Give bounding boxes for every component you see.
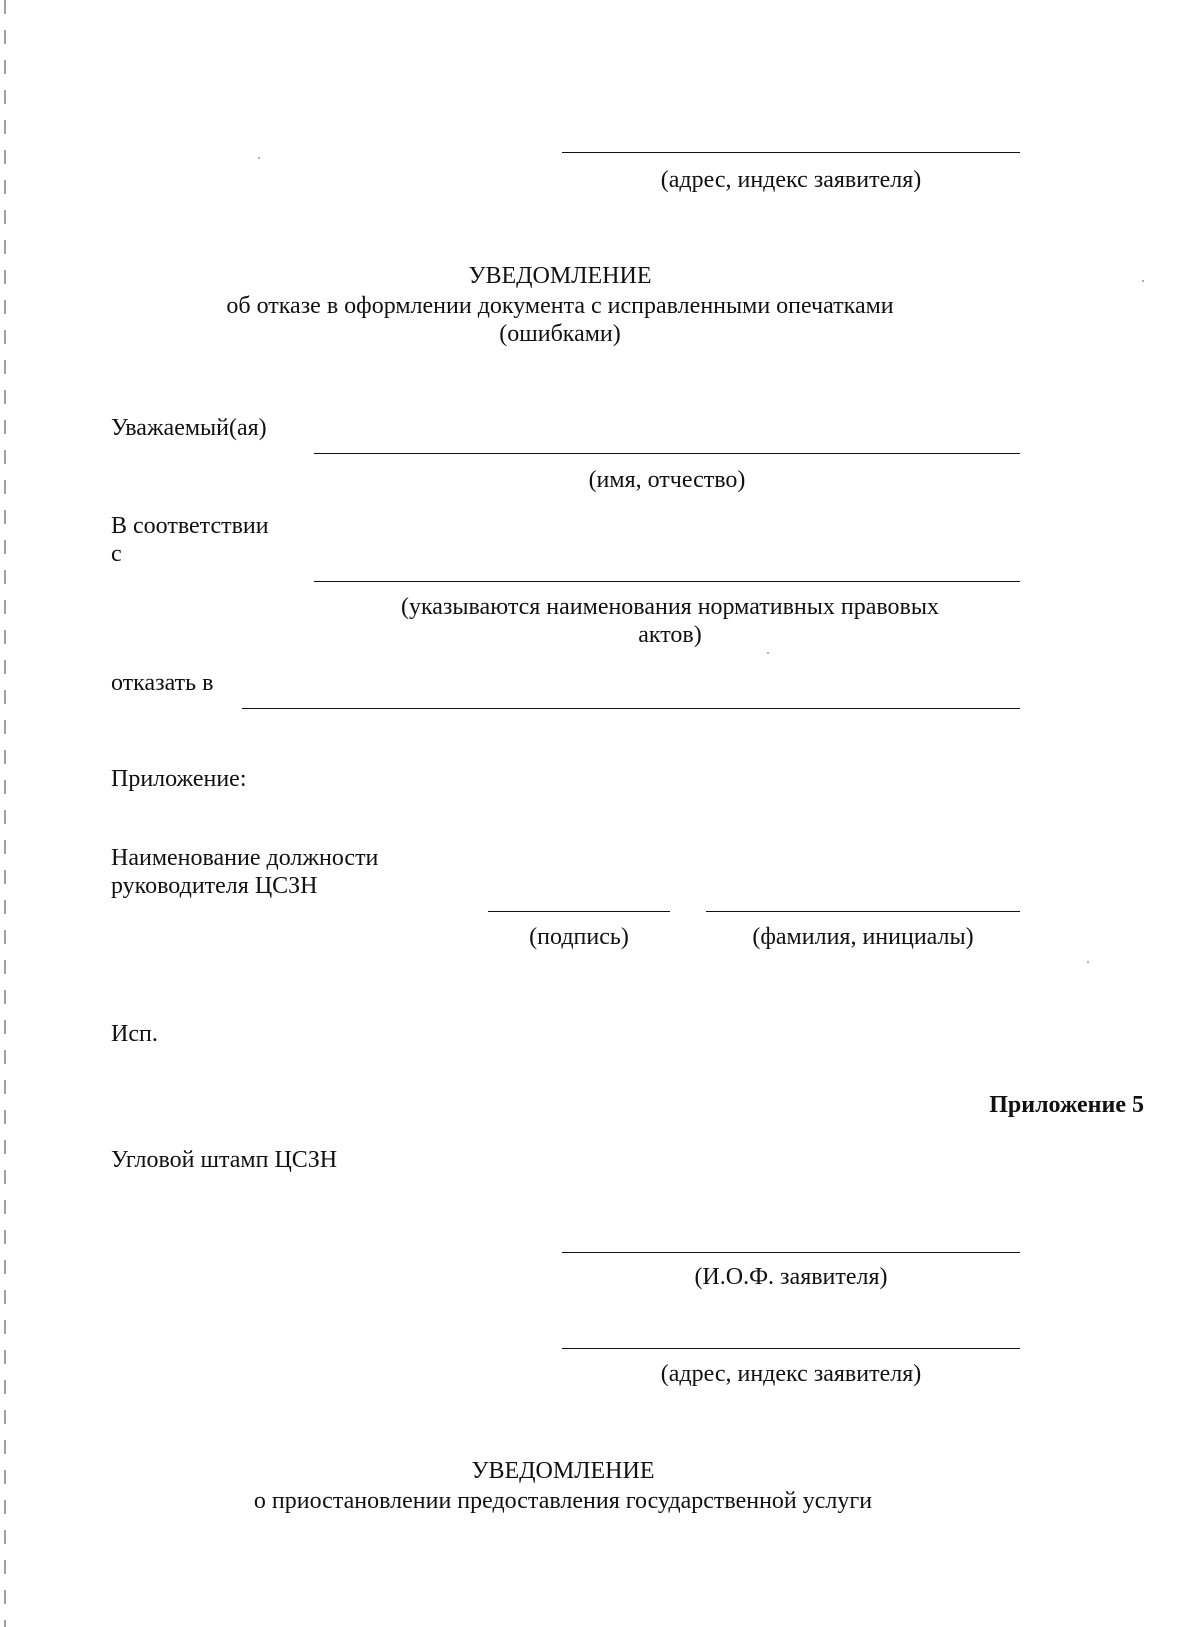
refusal-line[interactable]	[242, 708, 1020, 709]
address-caption-2: (адрес, индекс заявителя)	[660, 1361, 922, 1387]
scan-speck	[1087, 961, 1089, 963]
scan-speck	[1142, 280, 1144, 282]
notice-subtitle-line1: об отказе в оформлении документа с исправленными опечатками	[226, 293, 894, 319]
accordance-label-line1: В соответствии	[111, 513, 269, 539]
address-line-2[interactable]	[562, 1348, 1020, 1349]
surname-line[interactable]	[706, 911, 1020, 912]
position-line1: Наименование должности	[111, 845, 379, 871]
notice-subtitle-line2: (ошибками)	[499, 321, 621, 347]
position-line2: руководителя ЦСЗН	[111, 873, 318, 899]
acts-caption-line2: актов)	[638, 622, 702, 648]
scan-speck	[767, 652, 769, 654]
name-line[interactable]	[314, 453, 1020, 454]
applicant-name-caption: (И.О.Ф. заявителя)	[694, 1264, 888, 1290]
notice2-subtitle: о приостановлении предоставления государственной услуги	[253, 1488, 873, 1514]
scan-edge-marks	[4, 0, 6, 1627]
appendix-label: Приложение 5	[989, 1092, 1144, 1118]
salutation-label: Уважаемый(ая)	[111, 415, 267, 441]
signature-caption: (подпись)	[529, 924, 629, 950]
notice2-title: УВЕДОМЛЕНИЕ	[471, 1458, 655, 1484]
surname-caption: (фамилия, инициалы)	[752, 924, 974, 950]
accordance-label-line2: с	[111, 541, 122, 567]
corner-stamp-label: Угловой штамп ЦСЗН	[111, 1147, 338, 1173]
name-caption: (имя, отчество)	[588, 467, 746, 493]
attachment-label: Приложение:	[111, 766, 247, 792]
notice-title: УВЕДОМЛЕНИЕ	[468, 263, 652, 289]
acts-caption-line1: (указываются наименования нормативных правовых	[400, 594, 939, 620]
address-caption: (адрес, индекс заявителя)	[660, 167, 922, 193]
executor-label: Исп.	[111, 1021, 158, 1047]
applicant-name-line[interactable]	[562, 1252, 1020, 1253]
signature-line[interactable]	[488, 911, 670, 912]
legal-acts-line[interactable]	[314, 581, 1020, 582]
address-line[interactable]	[562, 152, 1020, 153]
refuse-label: отказать в	[111, 670, 214, 696]
scan-speck	[258, 157, 260, 159]
